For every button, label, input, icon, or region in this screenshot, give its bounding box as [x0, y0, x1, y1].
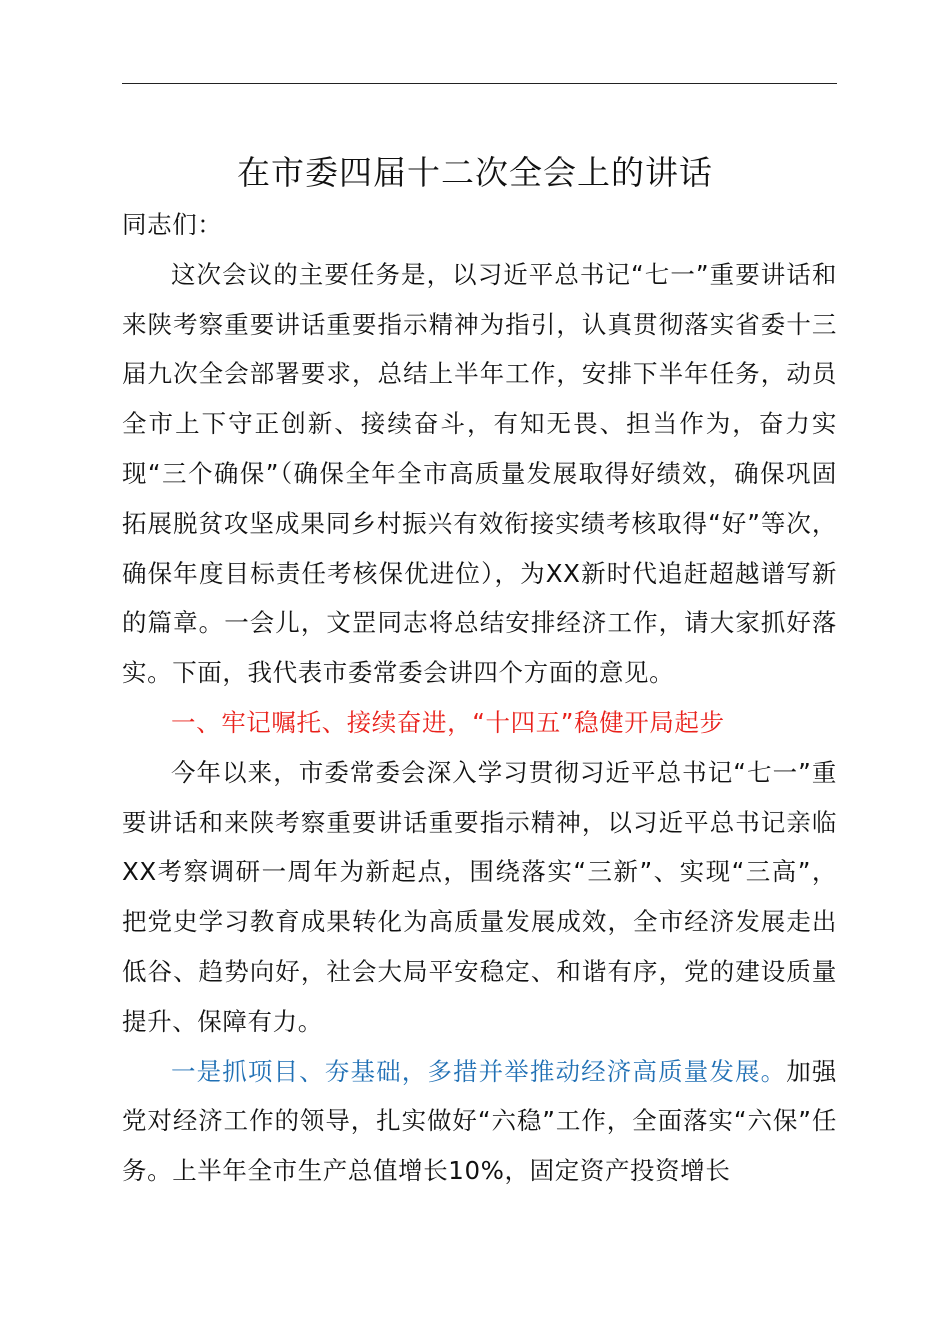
section-1-heading: 一、牢记嘱托、接续奋进，“十四五”稳健开局起步 — [171, 707, 725, 737]
document-body — [122, 200, 837, 1196]
point-1-paragraph — [122, 1047, 837, 1196]
header-rule — [122, 83, 837, 84]
document-title: 在市委四届十二次全会上的讲话 — [237, 153, 713, 192]
intro-paragraph: 这次会议的主要任务是，以习近平总书记“七一”重要讲话和来陕考察重要讲话重要指示精神为指引，认真贯彻落实省委十三届九次全会部署要求，总结上半年工作，安排下半年任务，动员全市上下守正创新、接续奋斗，有知无畏、担当作为，奋力实现“三个确保”（确保全年全市高质量发展取得好绩效，确保巩固拓展脱贫攻坚成果同乡村振兴有效衔接实绩考核取得“好”等次，确保年度目标责任考核保优进位），为XX新时代追赶超越谱写新的篇章。一会儿，文罡同志将总结安排经济工作，请大家抓好落实。下面，我代表市委常委会讲四个方面的意见。 — [122, 259, 837, 688]
point-1-text: 加强党对经济工作的领导，扎实做好“六稳”工作，全面落实“六保”任务。上半年全市生产总值增长10%，固定资产投资增长 — [122, 1056, 838, 1186]
point-1-lead: 一是抓项目、夯基础，多措并举推动经济高质量发展。 — [171, 1056, 787, 1086]
section-1-paragraph: 今年以来，市委常委会深入学习贯彻习近平总书记“七一”重要讲话和来陕考察重要讲话重要指示精神，以习近平总书记亲临XX考察调研一周年为新起点，围绕落实“三新”、实现“三高”，把党史学习教育成果转化为高质量发展成效，全市经济发展走出低谷、趋势向好，社会大局平安稳定、和谐有序，党的建设质量提升、保障有力。 — [122, 757, 837, 1036]
salutation: 同志们： — [122, 210, 223, 239]
